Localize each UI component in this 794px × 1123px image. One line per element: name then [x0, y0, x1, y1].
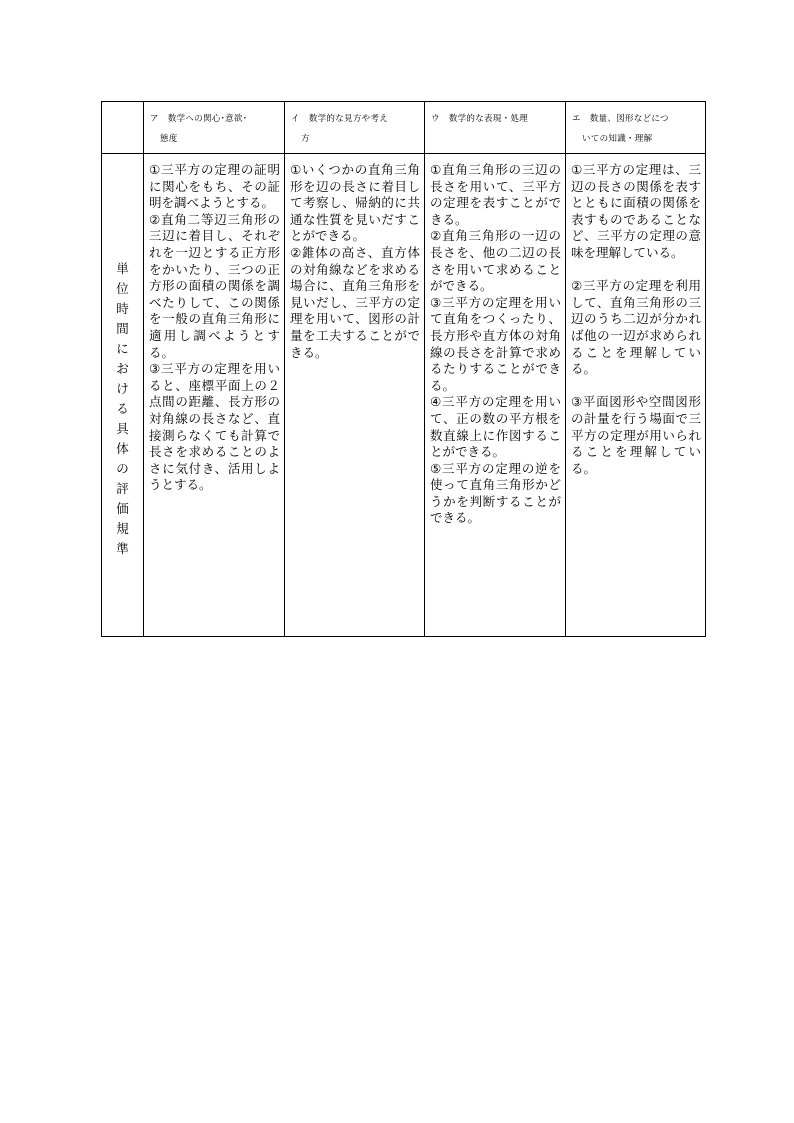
- header-prefix: ア: [150, 114, 159, 124]
- header-col-b: [285, 102, 425, 154]
- criteria-col-d: [566, 154, 706, 637]
- header-col-c: [425, 102, 566, 154]
- criteria-item: ②錐体の高さ、直方体の対角線などを求める場合に、直角三角形を見いだし、三平方の定理を用いて、図形の計量を工夫することができる。: [290, 244, 420, 360]
- header-col-d: [566, 102, 706, 154]
- row-label: 単位時間における具体の評価規準: [116, 261, 129, 556]
- evaluation-criteria-table: [101, 101, 706, 637]
- criteria-item: ②直角三角形の一辺の長さを、他の二辺の長さを用いて求めることができる。: [430, 228, 561, 294]
- row-label-cell: [102, 154, 144, 637]
- criteria-item: ①直角三角形の三辺の長さを用いて、三平方の定理を表すことができる。: [430, 162, 561, 227]
- criteria-item: ①いくつかの直角三角形を辺の長さに着目して考察し、帰納的に共通な性質を見いだすことができる。: [290, 162, 420, 244]
- corner-cell: [102, 102, 144, 154]
- header-title: 数学への関心･意欲･: [167, 114, 248, 124]
- header-prefix: イ: [291, 114, 300, 124]
- header-title-cont: 態度: [160, 134, 178, 144]
- criteria-item: ③三平方の定理を用いて直角をつくったり、長方形や直方体の対角線の長さを計算で求めるたりすることができる。: [430, 294, 561, 393]
- header-title: 数学的な見方や考え: [308, 114, 389, 124]
- criteria-item: ①三平方の定理は、三辺の長さの関係を表すとともに面積の関係を表すものであることなど、三平方の定理の意味を理解している。: [571, 162, 701, 260]
- criteria-item: ③平面図形や空間図形の計量を行う場面で三平方の定理が用いられることを理解している。: [571, 394, 701, 476]
- criteria-item: ⑤三平方の定理の逆を使って直角三角形かどうかを判断することができる。: [430, 460, 561, 526]
- criteria-col-b: [285, 154, 425, 637]
- criteria-item: ①三平方の定理の証明に関心をもち、その証明を調べようとする。: [149, 162, 280, 211]
- criteria-item: ④三平方の定理を用いて、正の数の平方根を数直線上に作図することができる。: [430, 394, 561, 460]
- criteria-col-c: [425, 154, 566, 637]
- paragraph-gap: [571, 378, 701, 395]
- header-title: 数量、図形などにつ: [589, 114, 669, 124]
- criteria-item: ③三平方の定理を用いると、座標平面上の２点間の距離、長方形の対角線の長さなど、直接測らなくても計算で長さを求めることのよさに気付き、活用しようとする。: [149, 361, 280, 493]
- paragraph-gap: [571, 262, 701, 279]
- header-prefix: エ: [572, 114, 581, 124]
- criteria-row: [102, 154, 706, 637]
- criteria-item: ②直角二等辺三角形の三辺に着目し、それぞれを一辺とする正方形をかいたり、三つの正方形の面積の関係を調べたりして、この関係を一般の直角三角形に適用し調べようとする。: [149, 211, 280, 360]
- header-title-cont: いての知識・理解: [582, 134, 653, 144]
- header-title-cont: 方: [301, 134, 310, 144]
- criteria-item: ②三平方の定理を利用して、直角三角形の三辺のうち二辺が分かれば他の一辺が求められることを理解している。: [571, 278, 701, 377]
- header-title: 数学的な表現・処理: [448, 114, 529, 124]
- header-row: [102, 102, 706, 154]
- header-col-a: [144, 102, 285, 154]
- criteria-col-a: [144, 154, 285, 637]
- header-prefix: ウ: [431, 114, 440, 124]
